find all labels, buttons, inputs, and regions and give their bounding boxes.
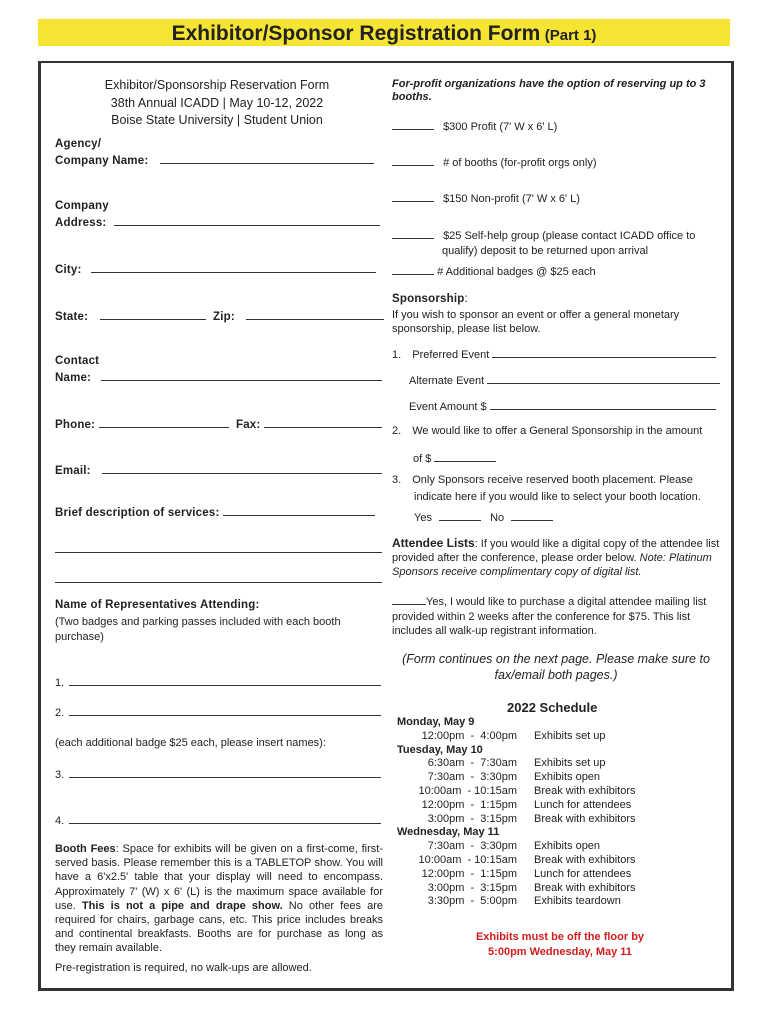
booth-yes-field[interactable] (439, 510, 481, 521)
schedule-row: 12:00pm - 1:15pm Lunch for attendees (421, 798, 632, 811)
reps-title: Name of Representatives Attending: (55, 599, 260, 611)
agency-label: Agency/ (55, 138, 102, 150)
zip-field[interactable] (246, 309, 384, 320)
fax-field[interactable] (264, 417, 382, 428)
schedule-day-1: Monday, May 9 (397, 716, 475, 728)
city-label: City: (55, 264, 82, 276)
general-sponsorship-field[interactable] (434, 451, 496, 462)
option-badges: # Additional badges @ $25 each (392, 264, 596, 278)
title-part: (Part 1) (544, 27, 597, 44)
booth-fees-label: Booth Fees (55, 843, 116, 855)
sponsor-3: 3. Only Sponsors receive reserved booth placement. Please (392, 474, 693, 486)
option-num-booths-field[interactable] (392, 155, 434, 166)
rep-2-field[interactable] (69, 705, 381, 716)
company-address-field[interactable] (114, 215, 380, 226)
company-name-label: Company Name: (55, 155, 149, 167)
brief-field-1[interactable] (223, 505, 375, 516)
rep-row-4 (55, 813, 381, 827)
zip-label: Zip: (212, 311, 235, 323)
schedule-title: 2022 Schedule (507, 700, 598, 715)
reps-note (55, 615, 341, 645)
option-badges-field[interactable] (392, 264, 434, 275)
rep-1-field[interactable] (69, 675, 381, 686)
email-row (55, 463, 382, 477)
schedule-row: 12:00pm - 1:15pm Lunch for attendees (421, 867, 632, 880)
event-amount-field[interactable] (490, 399, 716, 410)
schedule-row: 7:30am - 3:30pm Exhibits open (427, 771, 601, 784)
brief-label: Brief description of services: (55, 507, 220, 519)
floor-note-line-1: Exhibits must be off the floor by (475, 931, 645, 943)
option-selfhelp-field[interactable] (392, 228, 434, 239)
option-profit-field[interactable] (392, 119, 434, 130)
booth-fees-paragraph: Booth Fees: Space for exhibits will be given on a first-come, first-served basis. Please remember this is a TABLETOP show. You will have a 6'x2.5' table that your display will need to encompass. Approximately 7' (W) x 6' (L) is the maximum space available for use. This is not a pipe and drape show. No other fees are required for chairs, garbage cans, etc. This price includes breaks and continental breakfasts. Booths are for purchase as long as they remain available. (55, 843, 383, 955)
schedule-row: 10:00am - 10:15am Break with exhibitors (418, 784, 636, 797)
mailing-list-field[interactable] (392, 594, 426, 605)
company-name-row (55, 153, 374, 167)
additional-badge-note: (each additional badge $25 each, please insert names): (55, 737, 326, 749)
schedule-row: 12:00pm - 4:00pm Exhibits set up (421, 729, 606, 742)
sponsor-1-preferred: 1. Preferred Event (392, 347, 716, 361)
reps-note-line-2: purchase) (55, 631, 104, 643)
contact-label: Contact (55, 355, 100, 367)
phone-fax-row (55, 417, 382, 431)
prereg-note: Pre-registration is required, no walk-ups are allowed. (55, 962, 312, 974)
sponsor-3-line-2: indicate here if you would like to select your booth location. (414, 491, 701, 503)
header-line-3: Boise State University | Student Union (111, 113, 323, 127)
schedule-day-2: Tuesday, May 10 (397, 743, 483, 756)
schedule-row: 3:00pm - 3:15pm Break with exhibitors (427, 881, 636, 894)
company-address-row (55, 215, 380, 229)
forprofit-note: For-profit organizations have the option of reserving up to 3 booths. (392, 78, 706, 103)
continues-note: (Form continues on the next page. Please make sure to fax/email both pages.) (402, 652, 710, 682)
contact-name-row (55, 370, 382, 384)
sponsor-1-amount: Event Amount $ (409, 399, 716, 413)
rep-row-1 (55, 675, 381, 689)
email-field[interactable] (102, 463, 382, 474)
company-label: Company (55, 200, 109, 212)
brief-field-2[interactable] (55, 542, 382, 553)
schedule-row: 7:30am - 3:30pm Exhibits open (427, 840, 601, 853)
rep-1-num: 1. (55, 677, 65, 689)
schedule (397, 716, 636, 909)
sponsor-2: 2. We would like to offer a General Sponsorship in the amount (392, 425, 703, 437)
state-field[interactable] (100, 309, 206, 320)
schedule-row: 3:30pm - 5:00pm Exhibits teardown (427, 895, 621, 908)
header-line-2: 38th Annual ICADD | May 10-12, 2022 (110, 95, 324, 110)
phone-field[interactable] (99, 417, 229, 428)
contact-name-field[interactable] (101, 370, 382, 381)
rep-4-num: 4. (55, 815, 65, 827)
schedule-row: 3:00pm - 3:15pm Break with exhibitors (427, 812, 636, 825)
brief-row (55, 505, 375, 519)
option-nonprofit-field[interactable] (392, 191, 434, 202)
option-selfhelp: $25 Self-help group (please contact ICADD office to (392, 228, 695, 242)
left-header (52, 77, 382, 130)
preferred-event-field[interactable] (492, 347, 716, 358)
name-label: Name: (55, 372, 92, 384)
sponsor-2-amount: of $ (413, 451, 496, 465)
sponsorship-text: If you wish to sponsor an event or offer a general monetary sponsorship, please list below. (392, 309, 680, 335)
floor-note (440, 930, 680, 960)
state-zip-row (55, 309, 384, 323)
form-title (38, 19, 730, 46)
city-row (55, 262, 376, 276)
option-num-booths: # of booths (for-profit orgs only) (392, 155, 597, 169)
title-main: Exhibitor/Sponsor Registration Form (171, 22, 541, 45)
schedule-row: 6:30am - 7:30am Exhibits set up (427, 757, 606, 770)
alternate-event-field[interactable] (487, 373, 720, 384)
mailing-list: Yes, I would like to purchase a digital attendee mailing list provided within 2 weeks after the conference for $75. This list includes all walk-up registrant information. (392, 596, 707, 637)
booth-no-field[interactable] (511, 510, 553, 521)
rep-3-num: 3. (55, 769, 65, 781)
sponsor-1-alternate: Alternate Event (409, 373, 720, 387)
rep-row-3 (55, 767, 381, 781)
brief-field-3[interactable] (55, 572, 382, 583)
sponsor-3-yes-no: Yes No (414, 510, 553, 524)
rep-2-num: 2. (55, 707, 65, 719)
reps-note-line-1: (Two badges and parking passes included with each booth (55, 616, 341, 628)
schedule-row: 10:00am - 10:15am Break with exhibitors (418, 853, 636, 866)
rep-4-field[interactable] (69, 813, 381, 824)
fax-label: Fax: (235, 419, 261, 431)
rep-3-field[interactable] (69, 767, 381, 778)
header-line-1: Exhibitor/Sponsorship Reservation Form (104, 78, 330, 92)
city-field[interactable] (91, 262, 376, 273)
option-nonprofit: $150 Non-profit (7' W x 6' L) (392, 191, 580, 205)
sponsorship-label: Sponsorship: (392, 293, 468, 305)
floor-note-line-2: 5:00pm Wednesday, May 11 (488, 946, 632, 958)
attendee-lists: Attendee Lists: If you would like a digital copy of the attendee list provided after the conference, please order below. Note: Platinum Sponsors receive complimentary copy of digital list. (392, 536, 720, 578)
phone-label: Phone: (55, 419, 96, 431)
option-profit: $300 Profit (7' W x 6' L) (392, 119, 557, 133)
email-label: Email: (55, 465, 91, 477)
option-selfhelp-line-2: qualify) deposit to be returned upon arrival (442, 245, 649, 257)
state-label: State: (55, 311, 89, 323)
address-label: Address: (55, 217, 107, 229)
rep-row-2 (55, 705, 381, 719)
schedule-day-3: Wednesday, May 11 (397, 826, 500, 839)
company-name-field[interactable] (160, 153, 374, 164)
